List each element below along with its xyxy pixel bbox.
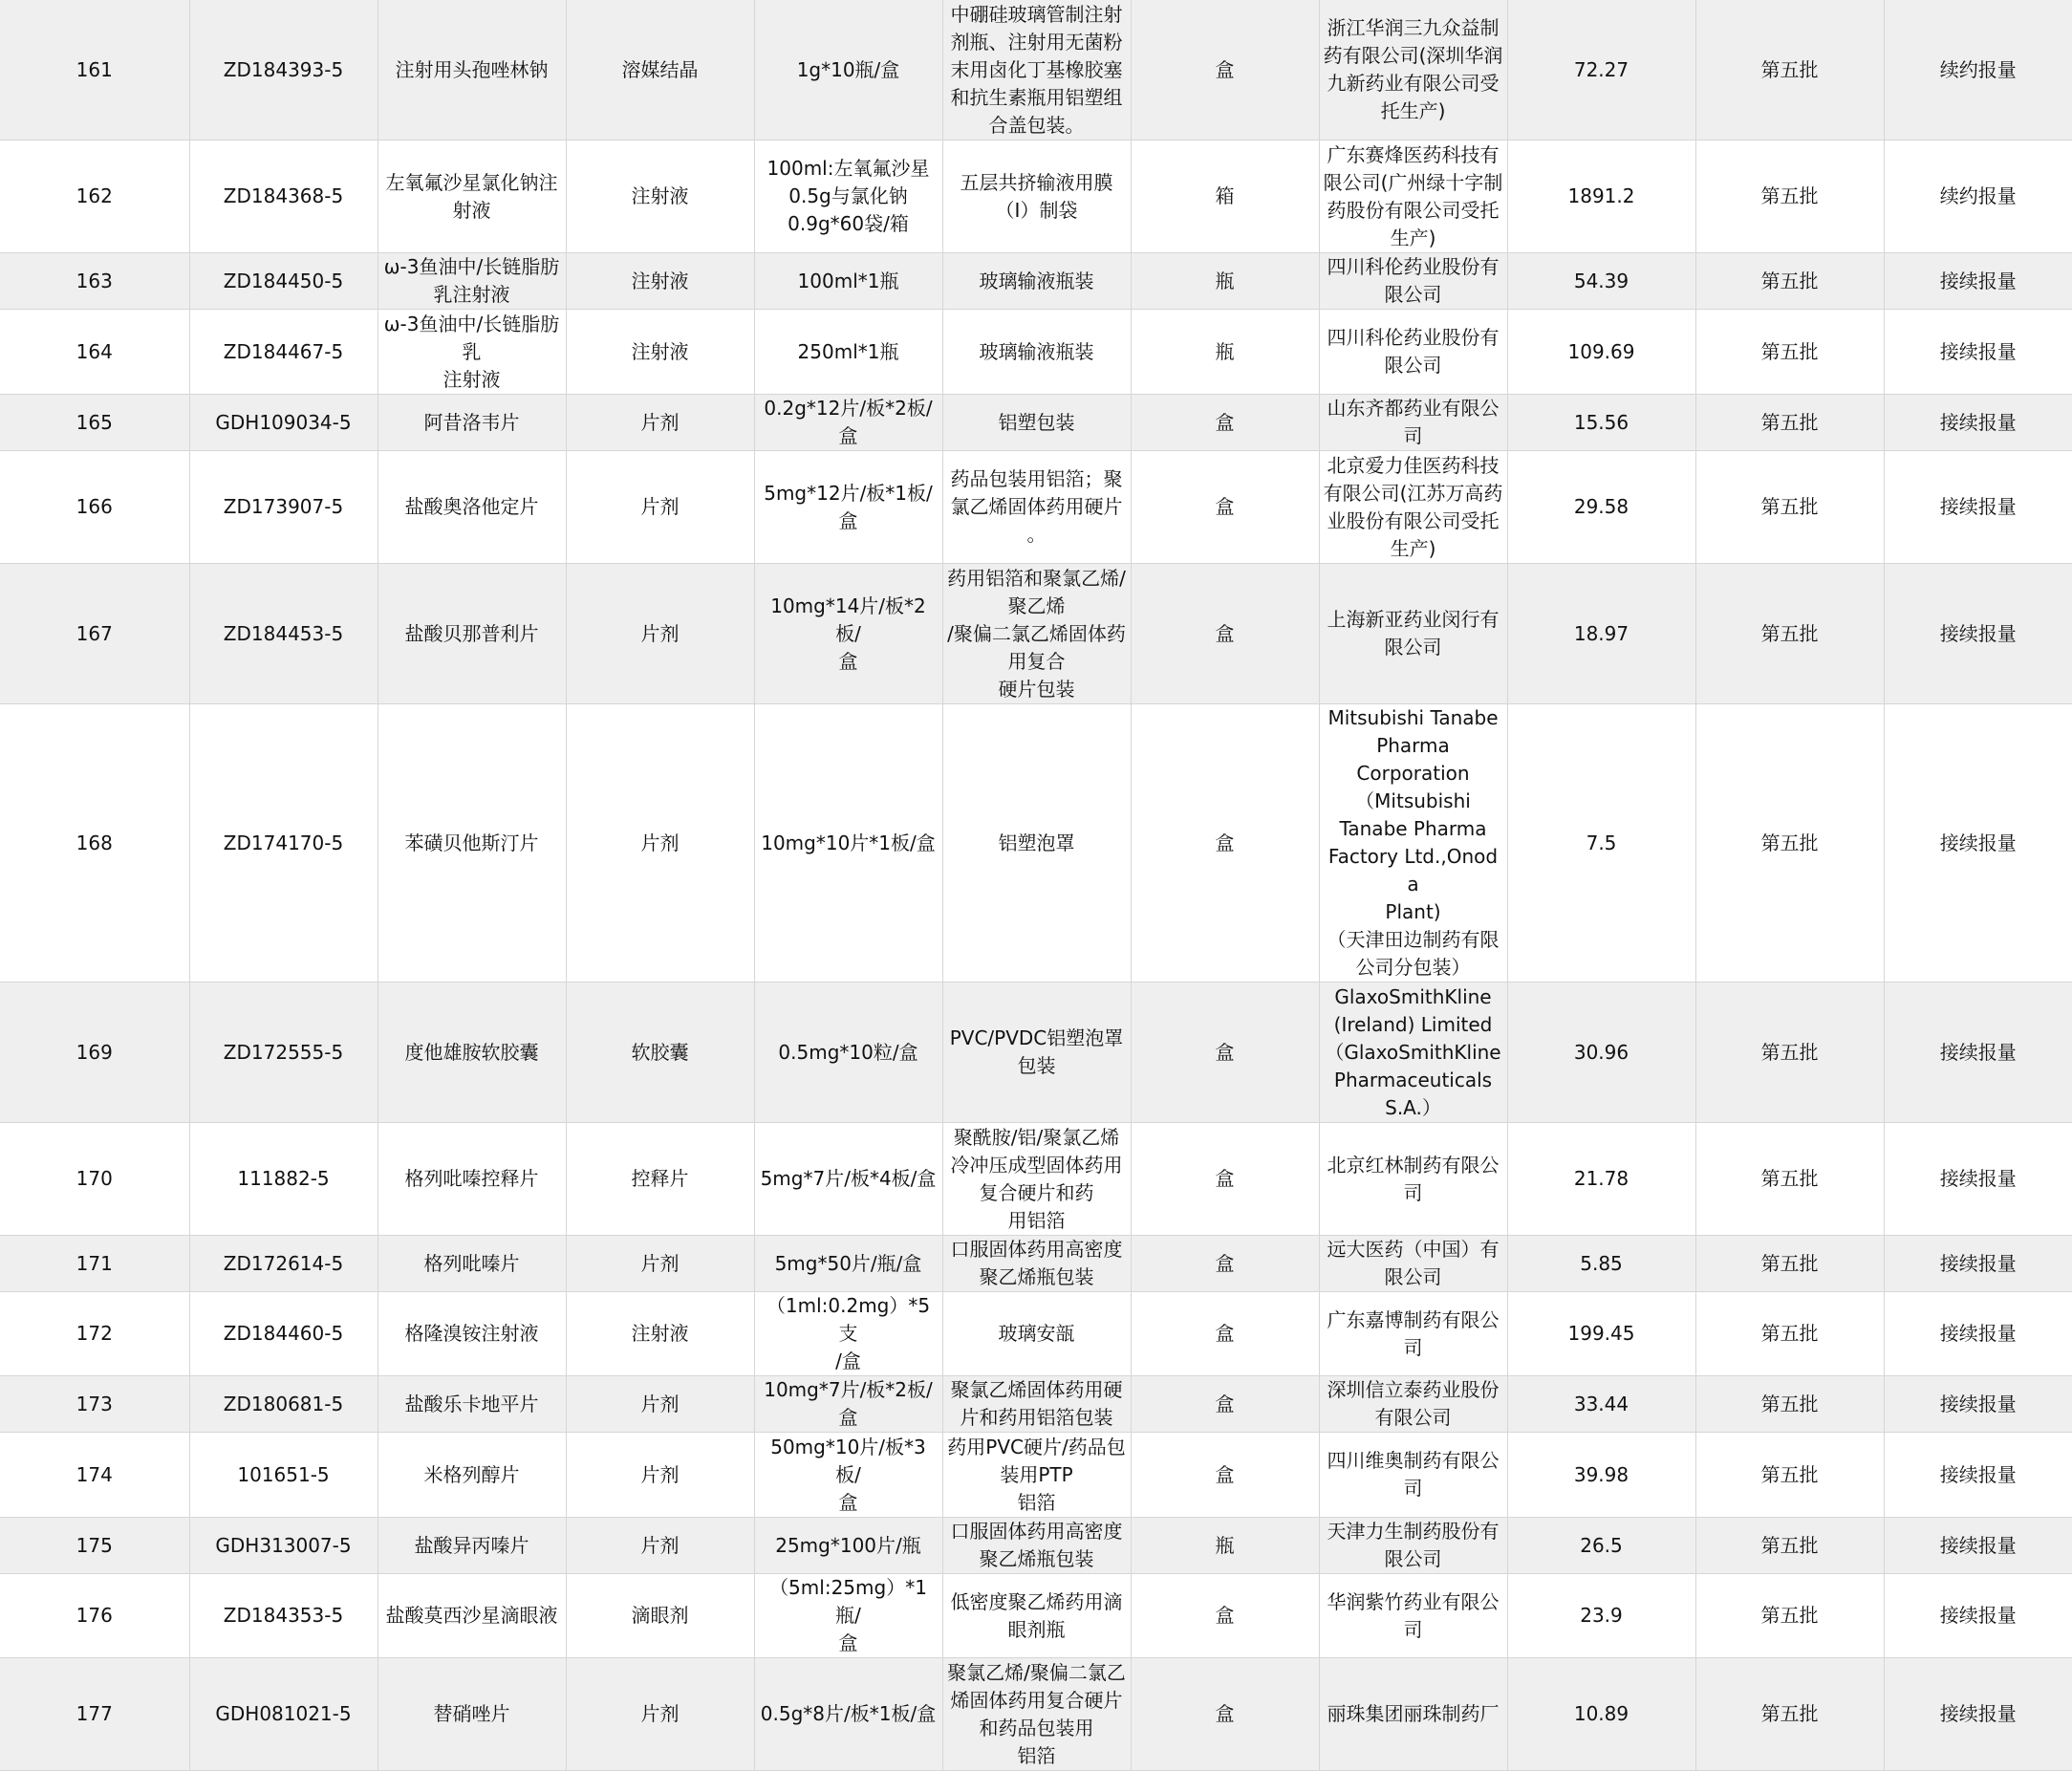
specification-cell[interactable]: 25mg*100片/瓶 bbox=[754, 1518, 942, 1574]
drug-name-cell[interactable]: 格列吡嗪控释片 bbox=[378, 1123, 566, 1236]
price-cell[interactable]: 199.45 bbox=[1507, 1292, 1695, 1376]
product-code-cell[interactable]: ZD184453-5 bbox=[189, 564, 378, 704]
table-row bbox=[0, 1518, 2072, 1574]
procurement-type-cell[interactable]: 接续报量 bbox=[1884, 1574, 2072, 1658]
specification-cell[interactable]: 100ml:左氧氟沙星 0.5g与氯化钠 0.9g*60袋/箱 bbox=[754, 140, 942, 253]
procurement-type-cell[interactable]: 接续报量 bbox=[1884, 1518, 2072, 1574]
specification-cell[interactable]: 5mg*50片/瓶/盒 bbox=[754, 1236, 942, 1292]
specification-cell[interactable]: 100ml*1瓶 bbox=[754, 253, 942, 310]
row-number-cell[interactable]: 170 bbox=[0, 1123, 189, 1236]
manufacturer-cell[interactable]: 广东嘉博制药有限公 司 bbox=[1319, 1292, 1507, 1376]
batch-cell[interactable]: 第五批 bbox=[1695, 0, 1884, 140]
table-row bbox=[0, 0, 2072, 140]
product-code-cell[interactable]: 111882-5 bbox=[189, 1123, 378, 1236]
product-code-cell[interactable]: ZD184353-5 bbox=[189, 1574, 378, 1658]
batch-cell[interactable]: 第五批 bbox=[1695, 1236, 1884, 1292]
row-number-cell[interactable]: 165 bbox=[0, 395, 189, 451]
product-code-cell[interactable]: ZD184368-5 bbox=[189, 140, 378, 253]
dosage-form-cell[interactable]: 片剂 bbox=[566, 1433, 754, 1518]
procurement-type-cell[interactable]: 接续报量 bbox=[1884, 564, 2072, 704]
dosage-form-cell[interactable]: 注射液 bbox=[566, 253, 754, 310]
batch-cell[interactable]: 第五批 bbox=[1695, 1376, 1884, 1433]
table-row bbox=[0, 564, 2072, 704]
unit-cell[interactable]: 瓶 bbox=[1131, 1518, 1319, 1574]
price-cell[interactable]: 18.97 bbox=[1507, 564, 1695, 704]
specification-cell[interactable]: 10mg*14片/板*2板/ 盒 bbox=[754, 564, 942, 704]
dosage-form-cell[interactable]: 片剂 bbox=[566, 1518, 754, 1574]
product-code-cell[interactable]: ZD174170-5 bbox=[189, 704, 378, 983]
procurement-type-cell[interactable]: 接续报量 bbox=[1884, 1658, 2072, 1771]
dosage-form-cell[interactable]: 注射液 bbox=[566, 310, 754, 395]
price-cell[interactable]: 1891.2 bbox=[1507, 140, 1695, 253]
table-row bbox=[0, 395, 2072, 451]
product-code-cell[interactable]: ZD172555-5 bbox=[189, 983, 378, 1123]
batch-cell[interactable]: 第五批 bbox=[1695, 1658, 1884, 1771]
unit-cell[interactable]: 盒 bbox=[1131, 983, 1319, 1123]
procurement-type-cell[interactable]: 接续报量 bbox=[1884, 310, 2072, 395]
manufacturer-cell[interactable]: 深圳信立泰药业股份 有限公司 bbox=[1319, 1376, 1507, 1433]
unit-cell[interactable]: 盒 bbox=[1131, 1658, 1319, 1771]
drug-name-cell[interactable]: 注射用头孢唑林钠 bbox=[378, 0, 566, 140]
unit-cell[interactable]: 盒 bbox=[1131, 0, 1319, 140]
specification-cell[interactable]: 5mg*7片/板*4板/盒 bbox=[754, 1123, 942, 1236]
dosage-form-cell[interactable]: 注射液 bbox=[566, 1292, 754, 1376]
product-code-cell[interactable]: 101651-5 bbox=[189, 1433, 378, 1518]
table-row bbox=[0, 1658, 2072, 1771]
manufacturer-cell[interactable]: Mitsubishi Tanabe Pharma Corporation （Mitsubishi Tanabe Pharma Factory Ltd.,Onoda Plant) （天津田边制药有限 公司分包装） bbox=[1319, 704, 1507, 983]
price-cell[interactable]: 5.85 bbox=[1507, 1236, 1695, 1292]
manufacturer-cell[interactable]: 北京红林制药有限公 司 bbox=[1319, 1123, 1507, 1236]
packaging-cell[interactable]: 聚酰胺/铝/聚氯乙烯 冷冲压成型固体药用 复合硬片和药 用铝箔 bbox=[942, 1123, 1131, 1236]
batch-cell[interactable]: 第五批 bbox=[1695, 1292, 1884, 1376]
unit-cell[interactable]: 盒 bbox=[1131, 451, 1319, 564]
procurement-type-cell[interactable]: 接续报量 bbox=[1884, 1236, 2072, 1292]
row-number-cell[interactable]: 175 bbox=[0, 1518, 189, 1574]
packaging-cell[interactable]: 玻璃输液瓶装 bbox=[942, 253, 1131, 310]
specification-cell[interactable]: （1ml:0.2mg）*5支 /盒 bbox=[754, 1292, 942, 1376]
drug-name-cell[interactable]: 格隆溴铵注射液 bbox=[378, 1292, 566, 1376]
drug-name-cell[interactable]: 米格列醇片 bbox=[378, 1433, 566, 1518]
product-code-cell[interactable]: ZD184467-5 bbox=[189, 310, 378, 395]
dosage-form-cell[interactable]: 滴眼剂 bbox=[566, 1574, 754, 1658]
batch-cell[interactable]: 第五批 bbox=[1695, 983, 1884, 1123]
procurement-type-cell[interactable]: 接续报量 bbox=[1884, 451, 2072, 564]
unit-cell[interactable]: 盒 bbox=[1131, 395, 1319, 451]
drug-name-cell[interactable]: 阿昔洛韦片 bbox=[378, 395, 566, 451]
row-number-cell[interactable]: 168 bbox=[0, 704, 189, 983]
specification-cell[interactable]: （5ml:25mg）*1瓶/ 盒 bbox=[754, 1574, 942, 1658]
packaging-cell[interactable]: 玻璃安瓿 bbox=[942, 1292, 1131, 1376]
manufacturer-cell[interactable]: 四川维奥制药有限公 司 bbox=[1319, 1433, 1507, 1518]
procurement-type-cell[interactable]: 接续报量 bbox=[1884, 1376, 2072, 1433]
procurement-type-cell[interactable]: 接续报量 bbox=[1884, 704, 2072, 983]
manufacturer-cell[interactable]: 四川科伦药业股份有 限公司 bbox=[1319, 310, 1507, 395]
unit-cell[interactable]: 盒 bbox=[1131, 564, 1319, 704]
drug-name-cell[interactable]: 苯磺贝他斯汀片 bbox=[378, 704, 566, 983]
dosage-form-cell[interactable]: 片剂 bbox=[566, 704, 754, 983]
packaging-cell[interactable]: 药用PVC硬片/药品包 装用PTP 铝箔 bbox=[942, 1433, 1131, 1518]
price-cell[interactable]: 23.9 bbox=[1507, 1574, 1695, 1658]
product-code-cell[interactable]: GDH109034-5 bbox=[189, 395, 378, 451]
dosage-form-cell[interactable]: 溶媒结晶 bbox=[566, 0, 754, 140]
packaging-cell[interactable]: 铝塑泡罩 bbox=[942, 704, 1131, 983]
row-number-cell[interactable]: 166 bbox=[0, 451, 189, 564]
procurement-type-cell[interactable]: 接续报量 bbox=[1884, 253, 2072, 310]
price-cell[interactable]: 21.78 bbox=[1507, 1123, 1695, 1236]
batch-cell[interactable]: 第五批 bbox=[1695, 140, 1884, 253]
unit-cell[interactable]: 盒 bbox=[1131, 1292, 1319, 1376]
table-row bbox=[0, 451, 2072, 564]
batch-cell[interactable]: 第五批 bbox=[1695, 1123, 1884, 1236]
specification-cell[interactable]: 10mg*7片/板*2板/ 盒 bbox=[754, 1376, 942, 1433]
manufacturer-cell[interactable]: 远大医药（中国）有 限公司 bbox=[1319, 1236, 1507, 1292]
batch-cell[interactable]: 第五批 bbox=[1695, 253, 1884, 310]
dosage-form-cell[interactable]: 片剂 bbox=[566, 1236, 754, 1292]
price-cell[interactable]: 109.69 bbox=[1507, 310, 1695, 395]
table-row bbox=[0, 1292, 2072, 1376]
unit-cell[interactable]: 盒 bbox=[1131, 1376, 1319, 1433]
price-cell[interactable]: 33.44 bbox=[1507, 1376, 1695, 1433]
specification-cell[interactable]: 0.5g*8片/板*1板/盒 bbox=[754, 1658, 942, 1771]
procurement-type-cell[interactable]: 接续报量 bbox=[1884, 983, 2072, 1123]
unit-cell[interactable]: 盒 bbox=[1131, 1574, 1319, 1658]
packaging-cell[interactable]: PVC/PVDC铝塑泡罩 包装 bbox=[942, 983, 1131, 1123]
batch-cell[interactable]: 第五批 bbox=[1695, 451, 1884, 564]
packaging-cell[interactable]: 中硼硅玻璃管制注射 剂瓶、注射用无菌粉 末用卤化丁基橡胶塞 和抗生素瓶用铝塑组 合盖包装。 bbox=[942, 0, 1131, 140]
price-cell[interactable]: 54.39 bbox=[1507, 253, 1695, 310]
batch-cell[interactable]: 第五批 bbox=[1695, 1433, 1884, 1518]
drug-name-cell[interactable]: 度他雄胺软胶囊 bbox=[378, 983, 566, 1123]
row-number-cell[interactable]: 164 bbox=[0, 310, 189, 395]
manufacturer-cell[interactable]: 广东赛烽医药科技有 限公司(广州绿十字制 药股份有限公司受托 生产) bbox=[1319, 140, 1507, 253]
row-number-cell[interactable]: 167 bbox=[0, 564, 189, 704]
price-cell[interactable]: 26.5 bbox=[1507, 1518, 1695, 1574]
specification-cell[interactable]: 1g*10瓶/盒 bbox=[754, 0, 942, 140]
packaging-cell[interactable]: 五层共挤输液用膜 （I）制袋 bbox=[942, 140, 1131, 253]
dosage-form-cell[interactable]: 片剂 bbox=[566, 564, 754, 704]
procurement-type-cell[interactable]: 接续报量 bbox=[1884, 395, 2072, 451]
row-number-cell[interactable]: 177 bbox=[0, 1658, 189, 1771]
manufacturer-cell[interactable]: 浙江华润三九众益制 药有限公司(深圳华润 九新药业有限公司受 托生产) bbox=[1319, 0, 1507, 140]
table-row bbox=[0, 1236, 2072, 1292]
row-number-cell[interactable]: 169 bbox=[0, 983, 189, 1123]
dosage-form-cell[interactable]: 控释片 bbox=[566, 1123, 754, 1236]
batch-cell[interactable]: 第五批 bbox=[1695, 1574, 1884, 1658]
procurement-type-cell[interactable]: 续约报量 bbox=[1884, 140, 2072, 253]
unit-cell[interactable]: 瓶 bbox=[1131, 310, 1319, 395]
unit-cell[interactable]: 盒 bbox=[1131, 704, 1319, 983]
price-cell[interactable]: 30.96 bbox=[1507, 983, 1695, 1123]
price-cell[interactable]: 15.56 bbox=[1507, 395, 1695, 451]
drug-name-cell[interactable]: 左氧氟沙星氯化钠注 射液 bbox=[378, 140, 566, 253]
drug-name-cell[interactable]: 盐酸奥洛他定片 bbox=[378, 451, 566, 564]
row-number-cell[interactable]: 176 bbox=[0, 1574, 189, 1658]
unit-cell[interactable]: 盒 bbox=[1131, 1433, 1319, 1518]
dosage-form-cell[interactable]: 片剂 bbox=[566, 1376, 754, 1433]
table-row bbox=[0, 140, 2072, 253]
product-code-cell[interactable]: ZD180681-5 bbox=[189, 1376, 378, 1433]
product-code-cell[interactable]: GDH081021-5 bbox=[189, 1658, 378, 1771]
dosage-form-cell[interactable]: 注射液 bbox=[566, 140, 754, 253]
manufacturer-cell[interactable]: 丽珠集团丽珠制药厂 bbox=[1319, 1658, 1507, 1771]
table-row bbox=[0, 983, 2072, 1123]
procurement-type-cell[interactable]: 接续报量 bbox=[1884, 1123, 2072, 1236]
packaging-cell[interactable]: 聚氯乙烯固体药用硬 片和药用铝箔包装 bbox=[942, 1376, 1131, 1433]
drug-name-cell[interactable]: 格列吡嗪片 bbox=[378, 1236, 566, 1292]
packaging-cell[interactable]: 低密度聚乙烯药用滴 眼剂瓶 bbox=[942, 1574, 1131, 1658]
manufacturer-cell[interactable]: 上海新亚药业闵行有 限公司 bbox=[1319, 564, 1507, 704]
price-cell[interactable]: 10.89 bbox=[1507, 1658, 1695, 1771]
unit-cell[interactable]: 瓶 bbox=[1131, 253, 1319, 310]
table-row bbox=[0, 1574, 2072, 1658]
procurement-type-cell[interactable]: 接续报量 bbox=[1884, 1433, 2072, 1518]
drug-name-cell[interactable]: 盐酸异丙嗪片 bbox=[378, 1518, 566, 1574]
manufacturer-cell[interactable]: 北京爱力佳医药科技 有限公司(江苏万高药 业股份有限公司受托 生产) bbox=[1319, 451, 1507, 564]
batch-cell[interactable]: 第五批 bbox=[1695, 704, 1884, 983]
product-code-cell[interactable]: ZD184393-5 bbox=[189, 0, 378, 140]
packaging-cell[interactable]: 聚氯乙烯/聚偏二氯乙 烯固体药用复合硬片 和药品包装用 铝箔 bbox=[942, 1658, 1131, 1771]
manufacturer-cell[interactable]: 天津力生制药股份有 限公司 bbox=[1319, 1518, 1507, 1574]
table-row bbox=[0, 704, 2072, 983]
unit-cell[interactable]: 箱 bbox=[1131, 140, 1319, 253]
product-code-cell[interactable]: ZD172614-5 bbox=[189, 1236, 378, 1292]
unit-cell[interactable]: 盒 bbox=[1131, 1123, 1319, 1236]
drug-name-cell[interactable]: 盐酸莫西沙星滴眼液 bbox=[378, 1574, 566, 1658]
product-code-cell[interactable]: ZD173907-5 bbox=[189, 451, 378, 564]
packaging-cell[interactable]: 口服固体药用高密度 聚乙烯瓶包装 bbox=[942, 1518, 1131, 1574]
procurement-type-cell[interactable]: 续约报量 bbox=[1884, 0, 2072, 140]
procurement-type-cell[interactable]: 接续报量 bbox=[1884, 1292, 2072, 1376]
dosage-form-cell[interactable]: 片剂 bbox=[566, 451, 754, 564]
price-cell[interactable]: 29.58 bbox=[1507, 451, 1695, 564]
specification-cell[interactable]: 50mg*10片/板*3板/ 盒 bbox=[754, 1433, 942, 1518]
table-row bbox=[0, 253, 2072, 310]
batch-cell[interactable]: 第五批 bbox=[1695, 310, 1884, 395]
row-number-cell[interactable]: 162 bbox=[0, 140, 189, 253]
table-row bbox=[0, 310, 2072, 395]
unit-cell[interactable]: 盒 bbox=[1131, 1236, 1319, 1292]
specification-cell[interactable]: 10mg*10片*1板/盒 bbox=[754, 704, 942, 983]
specification-cell[interactable]: 250ml*1瓶 bbox=[754, 310, 942, 395]
dosage-form-cell[interactable]: 片剂 bbox=[566, 395, 754, 451]
product-code-cell[interactable]: GDH313007-5 bbox=[189, 1518, 378, 1574]
price-cell[interactable]: 39.98 bbox=[1507, 1433, 1695, 1518]
row-number-cell[interactable]: 172 bbox=[0, 1292, 189, 1376]
packaging-cell[interactable]: 药用铝箔和聚氯乙烯/ 聚乙烯 /聚偏二氯乙烯固体药 用复合 硬片包装 bbox=[942, 564, 1131, 704]
packaging-cell[interactable]: 口服固体药用高密度 聚乙烯瓶包装 bbox=[942, 1236, 1131, 1292]
packaging-cell[interactable]: 铝塑包装 bbox=[942, 395, 1131, 451]
table-row bbox=[0, 1123, 2072, 1236]
dosage-form-cell[interactable]: 软胶囊 bbox=[566, 983, 754, 1123]
drug-name-cell[interactable]: ω-3鱼油中/长链脂肪 乳 注射液 bbox=[378, 310, 566, 395]
drug-name-cell[interactable]: 替硝唑片 bbox=[378, 1658, 566, 1771]
row-number-cell[interactable]: 174 bbox=[0, 1433, 189, 1518]
row-number-cell[interactable]: 173 bbox=[0, 1376, 189, 1433]
manufacturer-cell[interactable]: GlaxoSmithKline (Ireland) Limited （GlaxoSmithKline Pharmaceuticals S.A.） bbox=[1319, 983, 1507, 1123]
specification-cell[interactable]: 0.5mg*10粒/盒 bbox=[754, 983, 942, 1123]
manufacturer-cell[interactable]: 山东齐都药业有限公 司 bbox=[1319, 395, 1507, 451]
batch-cell[interactable]: 第五批 bbox=[1695, 395, 1884, 451]
batch-cell[interactable]: 第五批 bbox=[1695, 1518, 1884, 1574]
row-number-cell[interactable]: 171 bbox=[0, 1236, 189, 1292]
packaging-cell[interactable]: 药品包装用铝箔；聚 氯乙烯固体药用硬片 。 bbox=[942, 451, 1131, 564]
drug-name-cell[interactable]: 盐酸贝那普利片 bbox=[378, 564, 566, 704]
price-cell[interactable]: 7.5 bbox=[1507, 704, 1695, 983]
dosage-form-cell[interactable]: 片剂 bbox=[566, 1658, 754, 1771]
product-code-cell[interactable]: ZD184460-5 bbox=[189, 1292, 378, 1376]
product-code-cell[interactable]: ZD184450-5 bbox=[189, 253, 378, 310]
row-number-cell[interactable]: 163 bbox=[0, 253, 189, 310]
table-row bbox=[0, 1433, 2072, 1518]
batch-cell[interactable]: 第五批 bbox=[1695, 564, 1884, 704]
price-cell[interactable]: 72.27 bbox=[1507, 0, 1695, 140]
packaging-cell[interactable]: 玻璃输液瓶装 bbox=[942, 310, 1131, 395]
row-number-cell[interactable]: 161 bbox=[0, 0, 189, 140]
drug-name-cell[interactable]: 盐酸乐卡地平片 bbox=[378, 1376, 566, 1433]
table-row bbox=[0, 1376, 2072, 1433]
manufacturer-cell[interactable]: 华润紫竹药业有限公 司 bbox=[1319, 1574, 1507, 1658]
manufacturer-cell[interactable]: 四川科伦药业股份有 限公司 bbox=[1319, 253, 1507, 310]
drug-name-cell[interactable]: ω-3鱼油中/长链脂肪 乳注射液 bbox=[378, 253, 566, 310]
specification-cell[interactable]: 0.2g*12片/板*2板/ 盒 bbox=[754, 395, 942, 451]
specification-cell[interactable]: 5mg*12片/板*1板/ 盒 bbox=[754, 451, 942, 564]
